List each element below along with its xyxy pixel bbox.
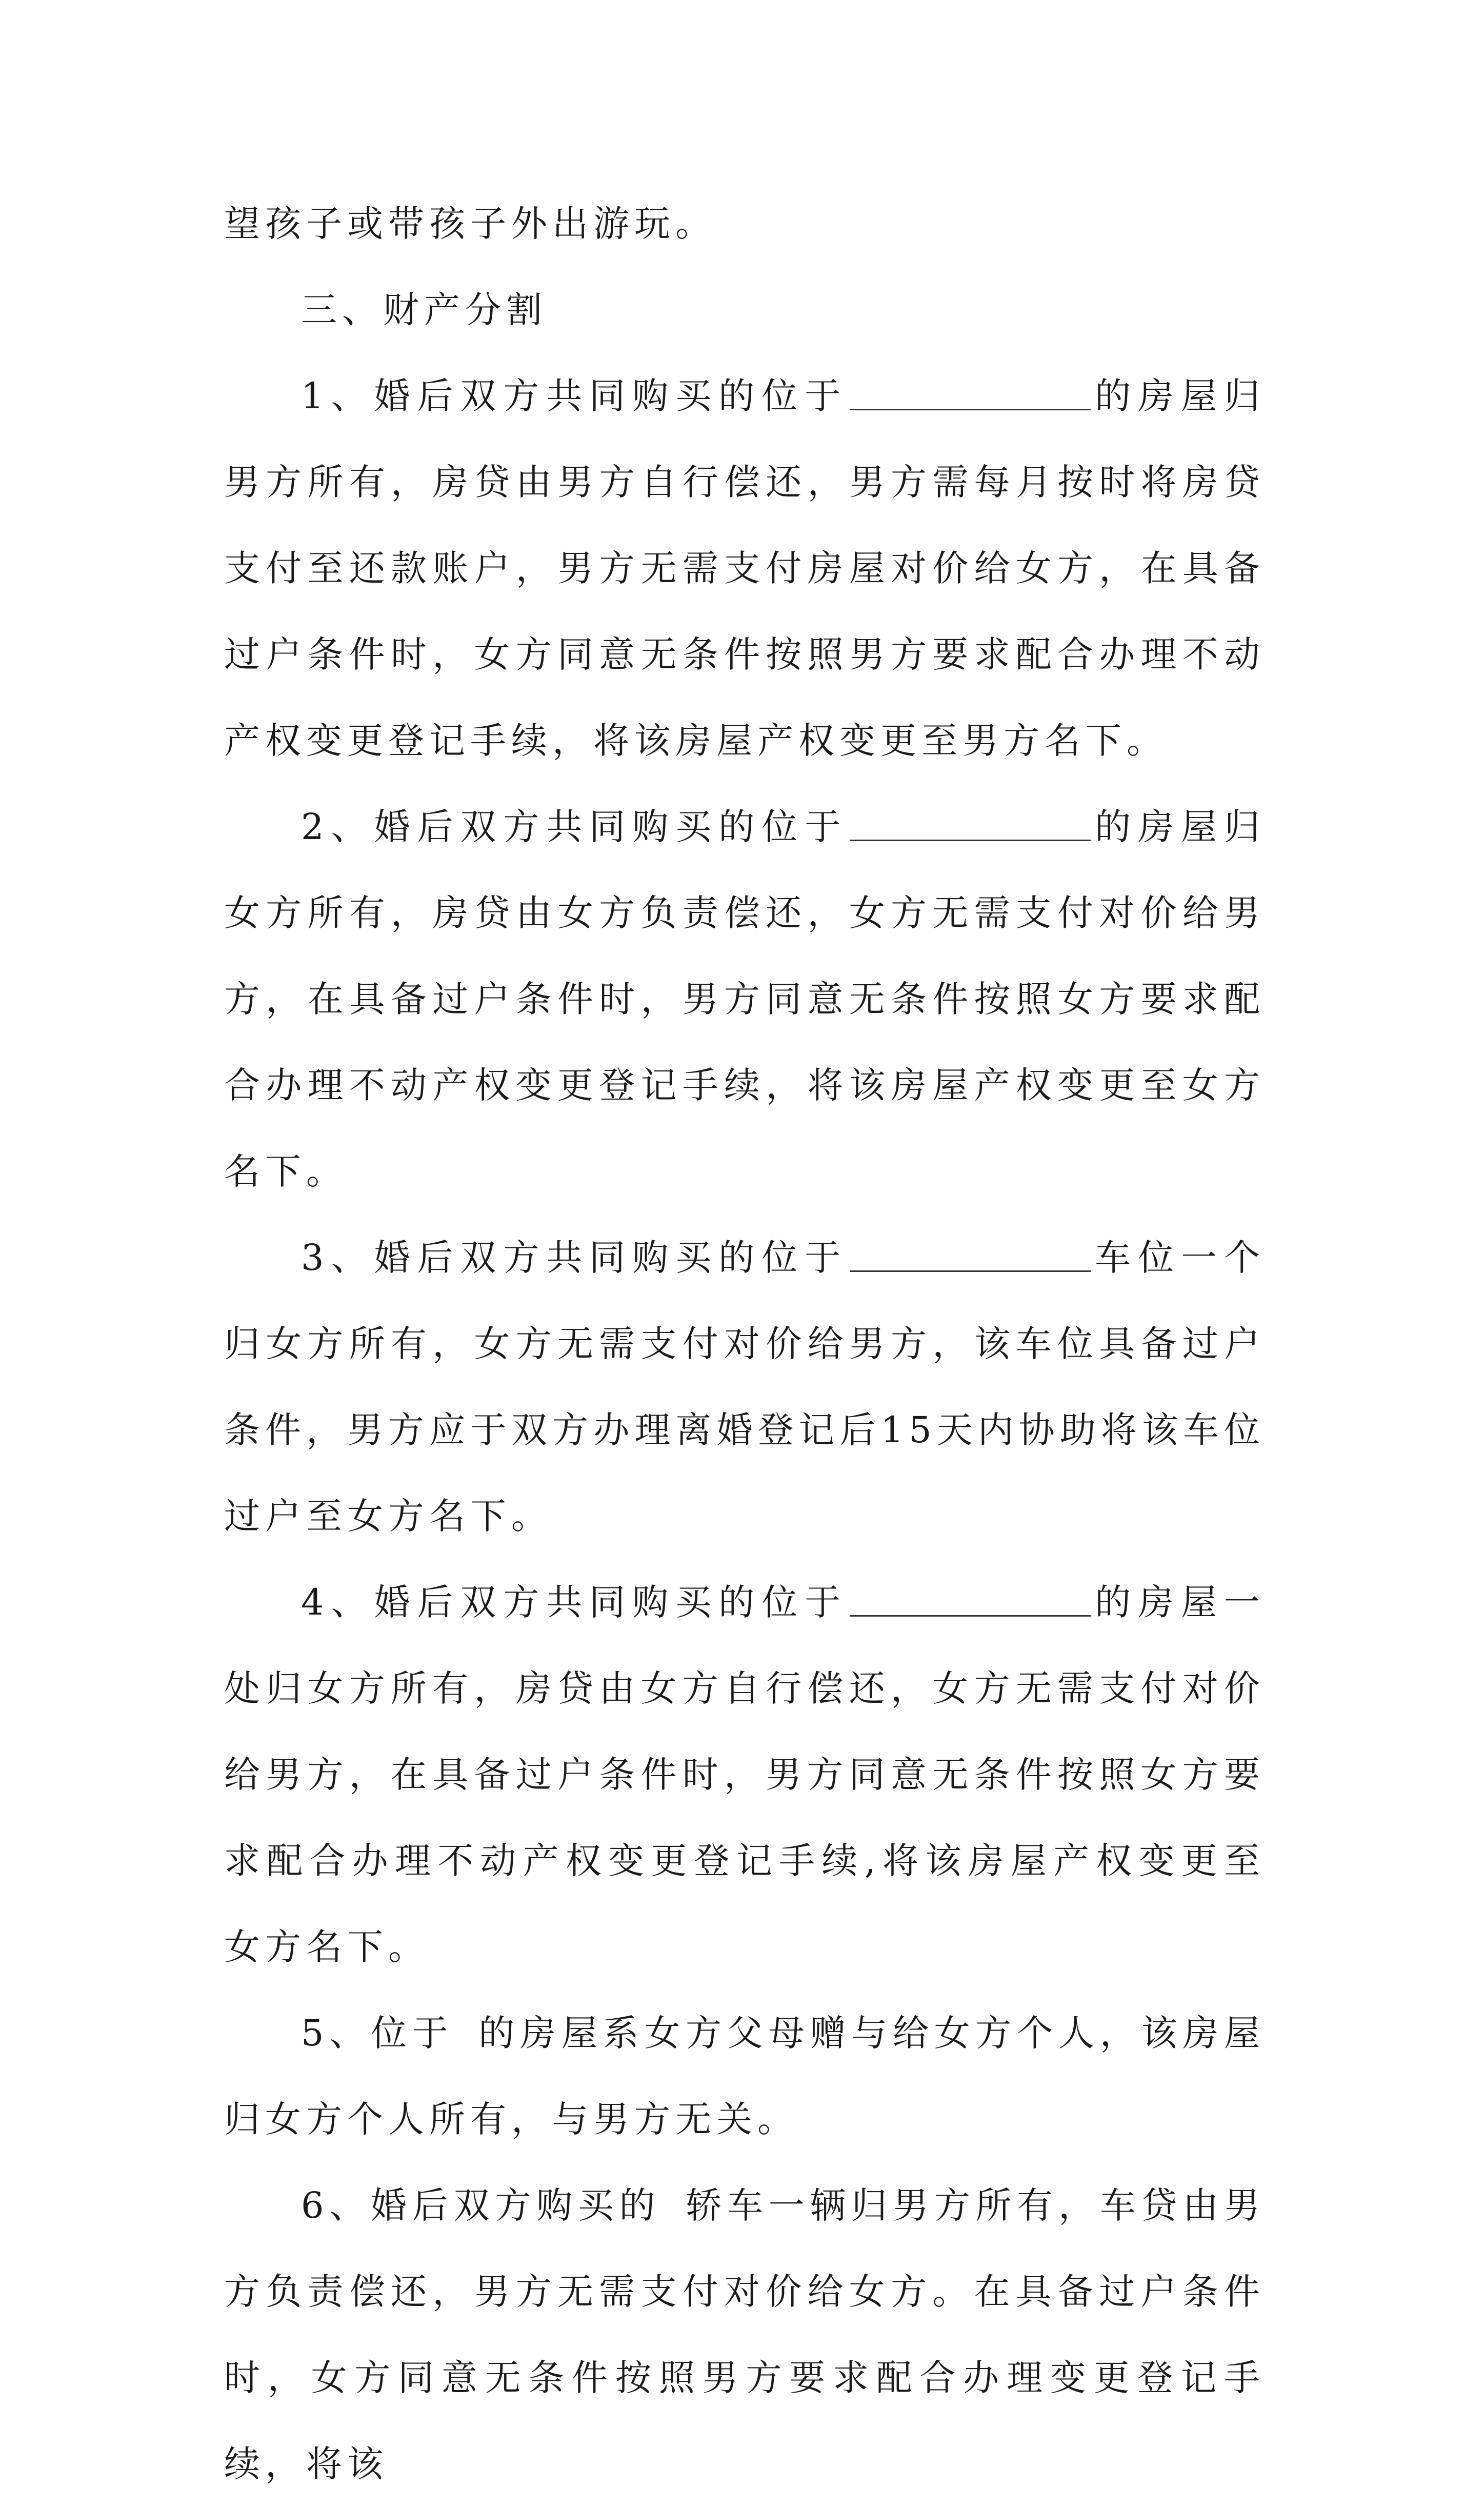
clause-2-lead: 2、婚后双方共同购买的位于 <box>301 806 848 848</box>
clause-3-text: 车位一个归女方所有，女方无需支付对价给男方，该车位具备过户条件，男方应于双方办理离婚登记后15天内协助将该车位过户至女方名下。 <box>224 1237 1265 1537</box>
clause-5-text: 的房屋系女方父母赠与给女方个人，该房屋归女方个人所有，与男方无关。 <box>224 2012 1265 2140</box>
clause-6-text: 轿车一辆归男方所有，车贷由男方负责偿还，男方无需支付对价给女方。在具备过户条件时，女方同意无条件按照男方要求配合办理变更登记手续，将该 <box>224 2184 1265 2485</box>
continuation-paragraph <box>224 181 1265 267</box>
clause-1-blank-line <box>850 373 1091 410</box>
clause-5 <box>224 1990 1265 2162</box>
clause-1 <box>224 353 1265 784</box>
clause-5-lead: 5、位于 <box>301 2012 454 2054</box>
clause-2-text: 的房屋归女方所有，房贷由女方负责偿还，女方无需支付对价给男方，在具备过户条件时，男方同意无条件按照女方要求配合办理不动产权变更登记手续，将该房屋产权变更至女方名下。 <box>224 806 1265 1192</box>
clause-3-blank-line <box>850 1235 1091 1272</box>
clause-4-lead: 4、婚后双方共同购买的位于 <box>301 1581 848 1623</box>
continuation-text: 望孩子或带孩子外出游玩。 <box>224 203 716 245</box>
section-heading <box>224 267 1265 353</box>
clause-2-blank-line <box>850 804 1091 841</box>
document-body <box>224 181 1265 2507</box>
clause-3 <box>224 1215 1265 1559</box>
clause-6 <box>224 2162 1265 2507</box>
section-heading-text: 三、财产分割 <box>301 289 547 331</box>
clause-4 <box>224 1559 1265 1990</box>
clause-4-blank-line <box>850 1579 1091 1617</box>
clause-4-text: 的房屋一处归女方所有，房贷由女方自行偿还，女方无需支付对价给男方，在具备过户条件时，男方同意无条件按照女方要求配合办理不动产权变更登记手续,将该房屋产权变更至女方名下。 <box>224 1581 1265 1968</box>
clause-2 <box>224 784 1265 1215</box>
clause-1-text: 的房屋归男方所有，房贷由男方自行偿还，男方需每月按时将房贷支付至还款账户，男方无需支付房屋对价给女方，在具备过户条件时，女方同意无条件按照男方要求配合办理不动产权变更登记手续，将该房屋产权变更至男方名下。 <box>224 375 1265 762</box>
clause-3-lead: 3、婚后双方共同购买的位于 <box>301 1237 848 1279</box>
clause-6-lead: 6、婚后双方购买的 <box>301 2184 661 2226</box>
clause-1-lead: 1、婚后双方共同购买的位于 <box>301 375 848 417</box>
